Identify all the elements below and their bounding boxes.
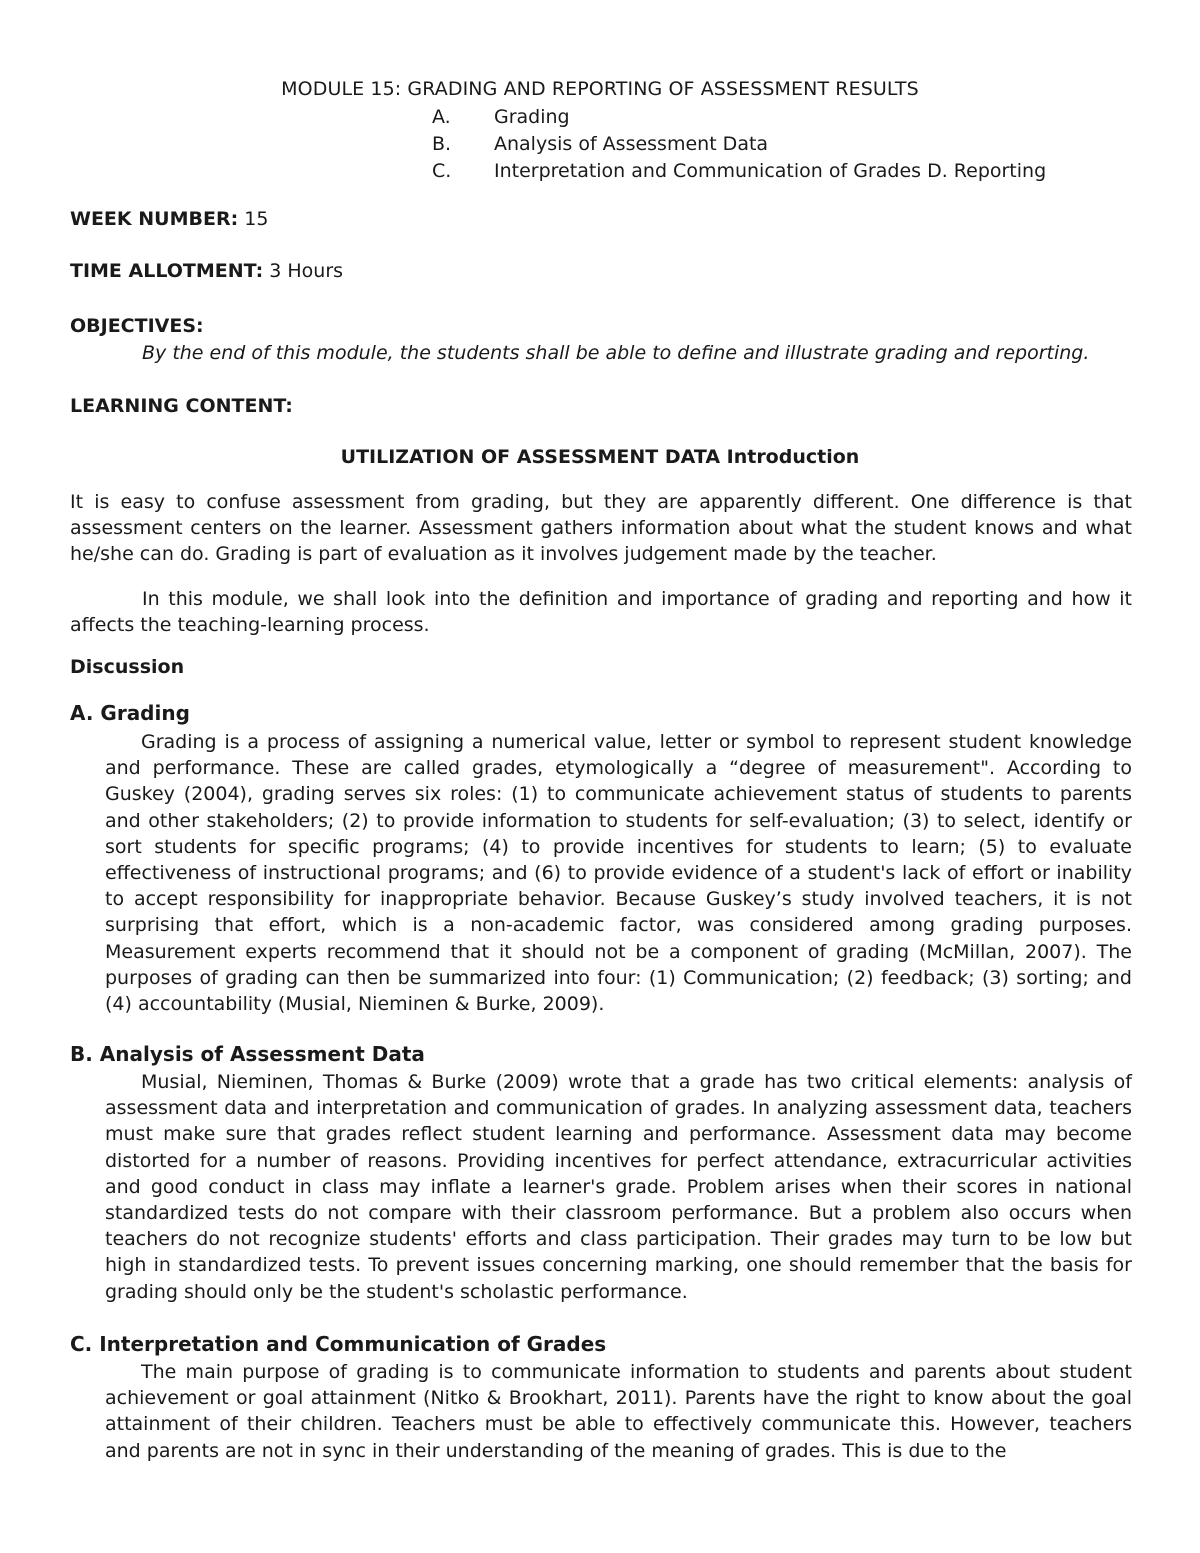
week-number-value: 15: [238, 208, 269, 230]
topic-text: Grading: [494, 106, 570, 128]
week-number-label: WEEK NUMBER:: [70, 208, 239, 230]
intro-paragraph: It is easy to confuse assessment from grading, but they are apparently different. One difference is that assessment centers on the learner. Assessment gathers information about what the student knows and what he/she can do. Grading is part of evaluation as it involves judgement made by the teacher.: [70, 491, 1132, 566]
section-title: UTILIZATION OF ASSESSMENT DATA Introduction: [340, 446, 860, 468]
objectives-heading: OBJECTIVES:: [70, 315, 204, 337]
topic-item: [432, 104, 1046, 131]
objective-text: By the end of this module, the students shall be able to define and illustrate grading and reporting.: [142, 342, 1090, 364]
time-allotment-value: 3 Hours: [263, 260, 344, 282]
topic-text: Analysis of Assessment Data: [494, 133, 769, 155]
topics-list: [432, 104, 1046, 185]
discussion-heading: Discussion: [70, 656, 185, 678]
topic-letter: A.: [432, 106, 451, 128]
section-body-interpretation: The main purpose of grading is to communicate information to students and parents about student achievement or goal attainment (Nitko & Brookhart, 2011). Parents have the right to know about the goal attainment of their children. Teachers must be able to effectively communicate this. However, teachers and parents are not in sync in their understanding of the meaning of grades. This is due to the: [105, 1361, 1132, 1462]
topic-item: [432, 131, 1046, 158]
learning-content-heading: LEARNING CONTENT:: [70, 395, 293, 417]
week-number-field: [70, 208, 268, 230]
section-body-grading: Grading is a process of assigning a numerical value, letter or symbol to represent student knowledge and performance. These are called grades, etymologically a “degree of measurement". According to Guskey (2004), grading serves six roles: (1) to communicate achievement status of students to parents and other stakeholders; (2) to provide information to students for self-evaluation; (3) to select, identify or sort students for specific programs; (4) to provide incentives for students to learn; (5) to evaluate effectiveness of instructional programs; and (6) to provide evidence of a student's lack of effort or inability to accept responsibility for inappropriate behavior. Because Guskey’s study involved teachers, it is not surprising that effort, which is a non-academic factor, was considered among grading purposes. Measurement experts recommend that it should not be a component of grading (McMillan, 2007). The purposes of grading can then be summarized into four: (1) Communication; (2) feedback; (3) sorting; and (4) accountability (Musial, Nieminen & Burke, 2009).: [105, 731, 1132, 1016]
topic-letter: C.: [432, 160, 452, 182]
topic-text: Interpretation and Communication of Grades D. Reporting: [494, 160, 1047, 182]
intro-paragraph: In this module, we shall look into the definition and importance of grading and reporting and how it affects the teaching-learning process.: [70, 588, 1132, 637]
section-heading-analysis: B. Analysis of Assessment Data: [70, 1042, 425, 1066]
section-heading-grading: A. Grading: [70, 701, 190, 725]
section-body-analysis: Musial, Nieminen, Thomas & Burke (2009) wrote that a grade has two critical elements: analysis of assessment data and interpretation and communication of grades. In analyzing assessment data, teachers must make sure that grades reflect student learning and performance. Assessment data may become distorted for a number of reasons. Providing incentives for perfect attendance, extracurricular activities and good conduct in class may inflate a learner's grade. Problem arises when their scores in national standardized tests do not compare with their classroom performance. But a problem also occurs when teachers do not recognize students' efforts and class participation. Their grades may turn to be low but high in standardized tests. To prevent issues concerning marking, one should remember that the basis for grading should only be the student's scholastic performance.: [105, 1071, 1132, 1303]
time-allotment-label: TIME ALLOTMENT:: [70, 260, 264, 282]
module-title: MODULE 15: GRADING AND REPORTING OF ASSESSMENT RESULTS: [281, 78, 919, 100]
time-allotment-field: [70, 260, 343, 282]
topic-item: [432, 158, 1046, 185]
section-heading-interpretation: C. Interpretation and Communication of Grades: [70, 1332, 607, 1356]
topic-letter: B.: [432, 133, 452, 155]
